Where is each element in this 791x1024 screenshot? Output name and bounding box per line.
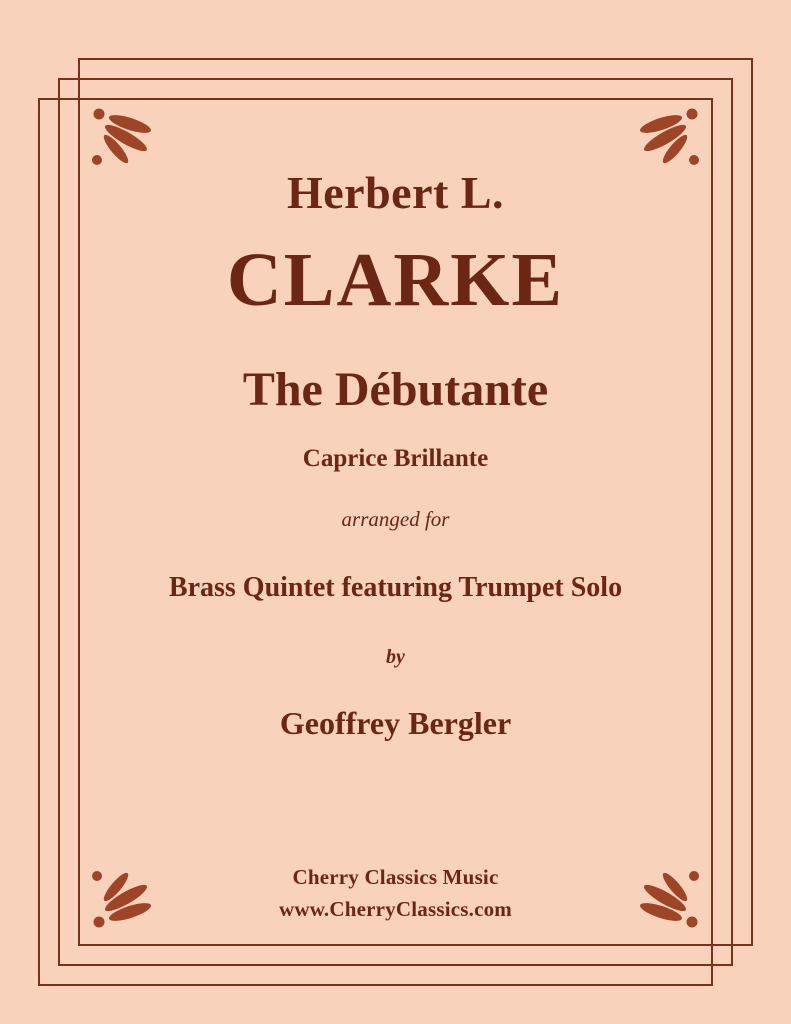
work-subtitle: Caprice Brillante — [302, 445, 489, 473]
work-title: The Débutante — [242, 363, 549, 417]
publisher-url[interactable]: www.CherryClassics.com — [278, 897, 513, 921]
composer-last-name: CLARKE — [226, 237, 565, 322]
arranger-name: Geoffrey Bergler — [279, 705, 512, 742]
publisher-name: Cherry Classics Music — [292, 865, 499, 889]
by-label: by — [386, 646, 405, 669]
publisher-block — [0, 865, 791, 922]
composer-first-name: Herbert L. — [286, 167, 505, 218]
arranged-for-label: arranged for — [341, 507, 450, 532]
instrumentation: Brass Quintet featuring Trumpet Solo — [168, 572, 623, 604]
